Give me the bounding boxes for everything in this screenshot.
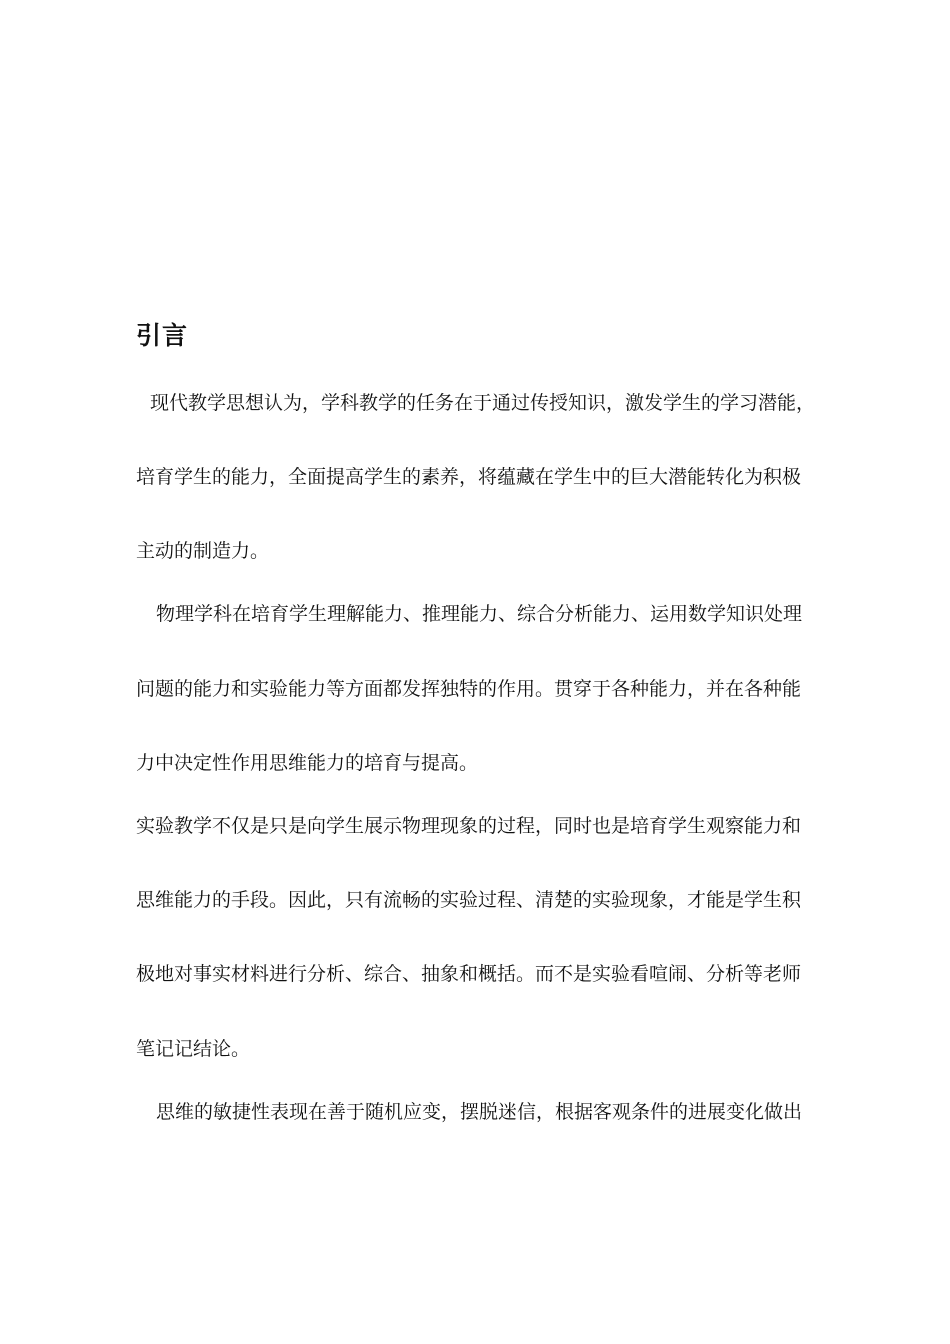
paragraph-line: 主动的制造力。 (136, 540, 270, 562)
paragraph-line: 问题的能力和实验能力等方面都发挥独特的作用。贯穿于各种能力，并在各种能 (136, 678, 802, 700)
paragraph-line: 物理学科在培育学生理解能力、推理能力、综合分析能力、运用数学知识处理 (156, 603, 803, 625)
paragraph-line: 培育学生的能力，全面提高学生的素养，将蕴藏在学生中的巨大潜能转化为积极 (136, 466, 802, 488)
paragraph-line: 实验教学不仅是只是向学生展示物理现象的过程，同时也是培育学生观察能力和 (136, 815, 802, 837)
paragraph-line: 笔记记结论。 (136, 1038, 251, 1060)
section-heading: 引言 (136, 321, 189, 350)
paragraph-line: 思维能力的手段。因此，只有流畅的实验过程、清楚的实验现象，才能是学生积 (136, 889, 802, 911)
paragraph-line: 力中决定性作用思维能力的培育与提高。 (136, 752, 479, 774)
paragraph-line: 极地对事实材料进行分析、综合、抽象和概括。而不是实验看喧闹、分析等老师 (136, 963, 802, 985)
paragraph-line: 现代教学思想认为，学科教学的任务在于通过传授知识，激发学生的学习潜能， (150, 392, 816, 414)
paragraph-line: 思维的敏捷性表现在善于随机应变，摆脱迷信，根据客观条件的进展变化做出 (156, 1101, 803, 1123)
